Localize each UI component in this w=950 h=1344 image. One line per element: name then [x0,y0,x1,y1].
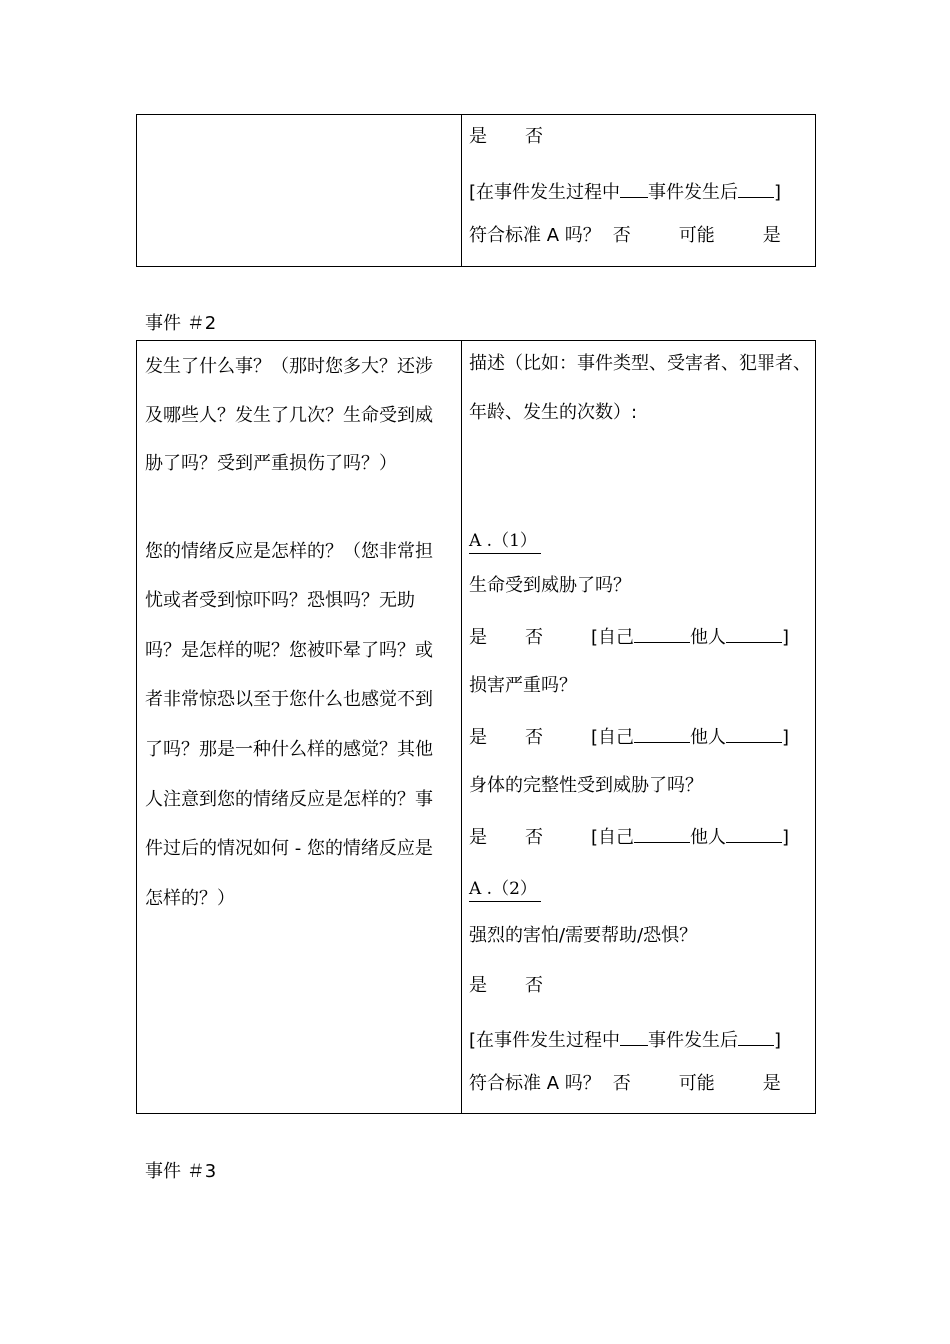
no-option[interactable]: 否 [525,727,543,748]
fear-answer-row [469,974,543,998]
event2-heading: 事件 ＃2 [145,313,217,334]
criteria-yes[interactable]: 是 [762,225,781,246]
after-blank[interactable] [738,1027,774,1046]
after-blank[interactable] [738,179,774,198]
no-option[interactable]: 否 [525,627,543,648]
yes-option[interactable]: 是 [469,727,487,748]
event2-table [136,340,816,1114]
yes-no-row [469,125,543,149]
body-integrity-answer-row: 是 否 [自己 他人 ] [469,824,789,850]
criteria-no[interactable]: 否 [612,1073,631,1094]
yes-option[interactable]: 是 [469,126,487,147]
harm-question: 损害严重吗？ [469,675,577,696]
question-line: 怎样的？） [145,888,235,909]
question-line: 发生了什么事？（那时您多大？还涉 [145,356,433,377]
criteria-no[interactable]: 否 [612,225,631,246]
timing-row: [在事件发生过程中 事件发生后 ] [469,1027,781,1053]
self-blank[interactable] [634,624,690,643]
event3-heading: 事件 ＃3 [145,1161,217,1182]
criteria-a-row: 符合标准 A 吗？ 否 可能 是 [469,1073,781,1094]
body-integrity-question: 身体的完整性受到威胁了吗？ [469,775,703,796]
question-line: 者非常惊恐以至于您什么也感觉不到 [145,689,433,710]
question-line: 忧或者受到惊吓吗？恐惧吗？无助 [145,590,415,611]
event1-left-cell [137,115,462,266]
self-blank[interactable] [634,724,690,743]
no-option[interactable]: 否 [525,975,543,996]
yes-option[interactable]: 是 [469,975,487,996]
question-line: 胁了吗？受到严重损伤了吗？） [145,453,397,474]
a1-label: A .（1） [469,529,541,554]
no-option[interactable]: 否 [525,827,543,848]
during-blank[interactable] [620,1027,648,1046]
criteria-a-row: 符合标准 A 吗？ 否 可能 是 [469,225,781,246]
timing-row: [在事件发生过程中 事件发生后 ] [469,179,781,205]
event1-table-end [136,114,816,267]
question-line: 吗？是怎样的呢？您被吓晕了吗？或 [145,640,433,661]
describe-line: 描述（比如：事件类型、受害者、犯罪者、 [469,353,811,374]
others-blank[interactable] [726,824,782,843]
describe-line: 年龄、发生的次数）: [469,402,638,423]
self-blank[interactable] [634,824,690,843]
life-threat-question: 生命受到威胁了吗？ [469,575,631,596]
others-blank[interactable] [726,724,782,743]
question-line: 及哪些人？发生了几次？生命受到威 [145,405,433,426]
criteria-yes[interactable]: 是 [762,1073,781,1094]
question-line: 您的情绪反应是怎样的？（您非常担 [145,541,433,562]
yes-option[interactable]: 是 [469,827,487,848]
others-blank[interactable] [726,624,782,643]
event2-question-cell [137,341,462,1113]
no-option[interactable]: 否 [525,126,543,147]
criteria-maybe[interactable]: 可能 [678,1073,715,1094]
life-threat-answer-row: 是 否 [自己 他人 ] [469,624,789,650]
a2-label: A .（2） [469,877,541,902]
yes-option[interactable]: 是 [469,627,487,648]
a1-label-row [469,529,541,554]
during-blank[interactable] [620,179,648,198]
question-line: 人注意到您的情绪反应是怎样的？事 [145,789,433,810]
criteria-maybe[interactable]: 可能 [678,225,715,246]
a2-label-row [469,877,541,902]
fear-question: 强烈的害怕/需要帮助/恐惧？ [469,925,698,946]
question-line: 了吗？那是一种什么样的感觉？其他 [145,739,433,760]
question-line: 件过后的情况如何 - 您的情绪反应是 [145,838,433,859]
harm-answer-row: 是 否 [自己 他人 ] [469,724,789,750]
